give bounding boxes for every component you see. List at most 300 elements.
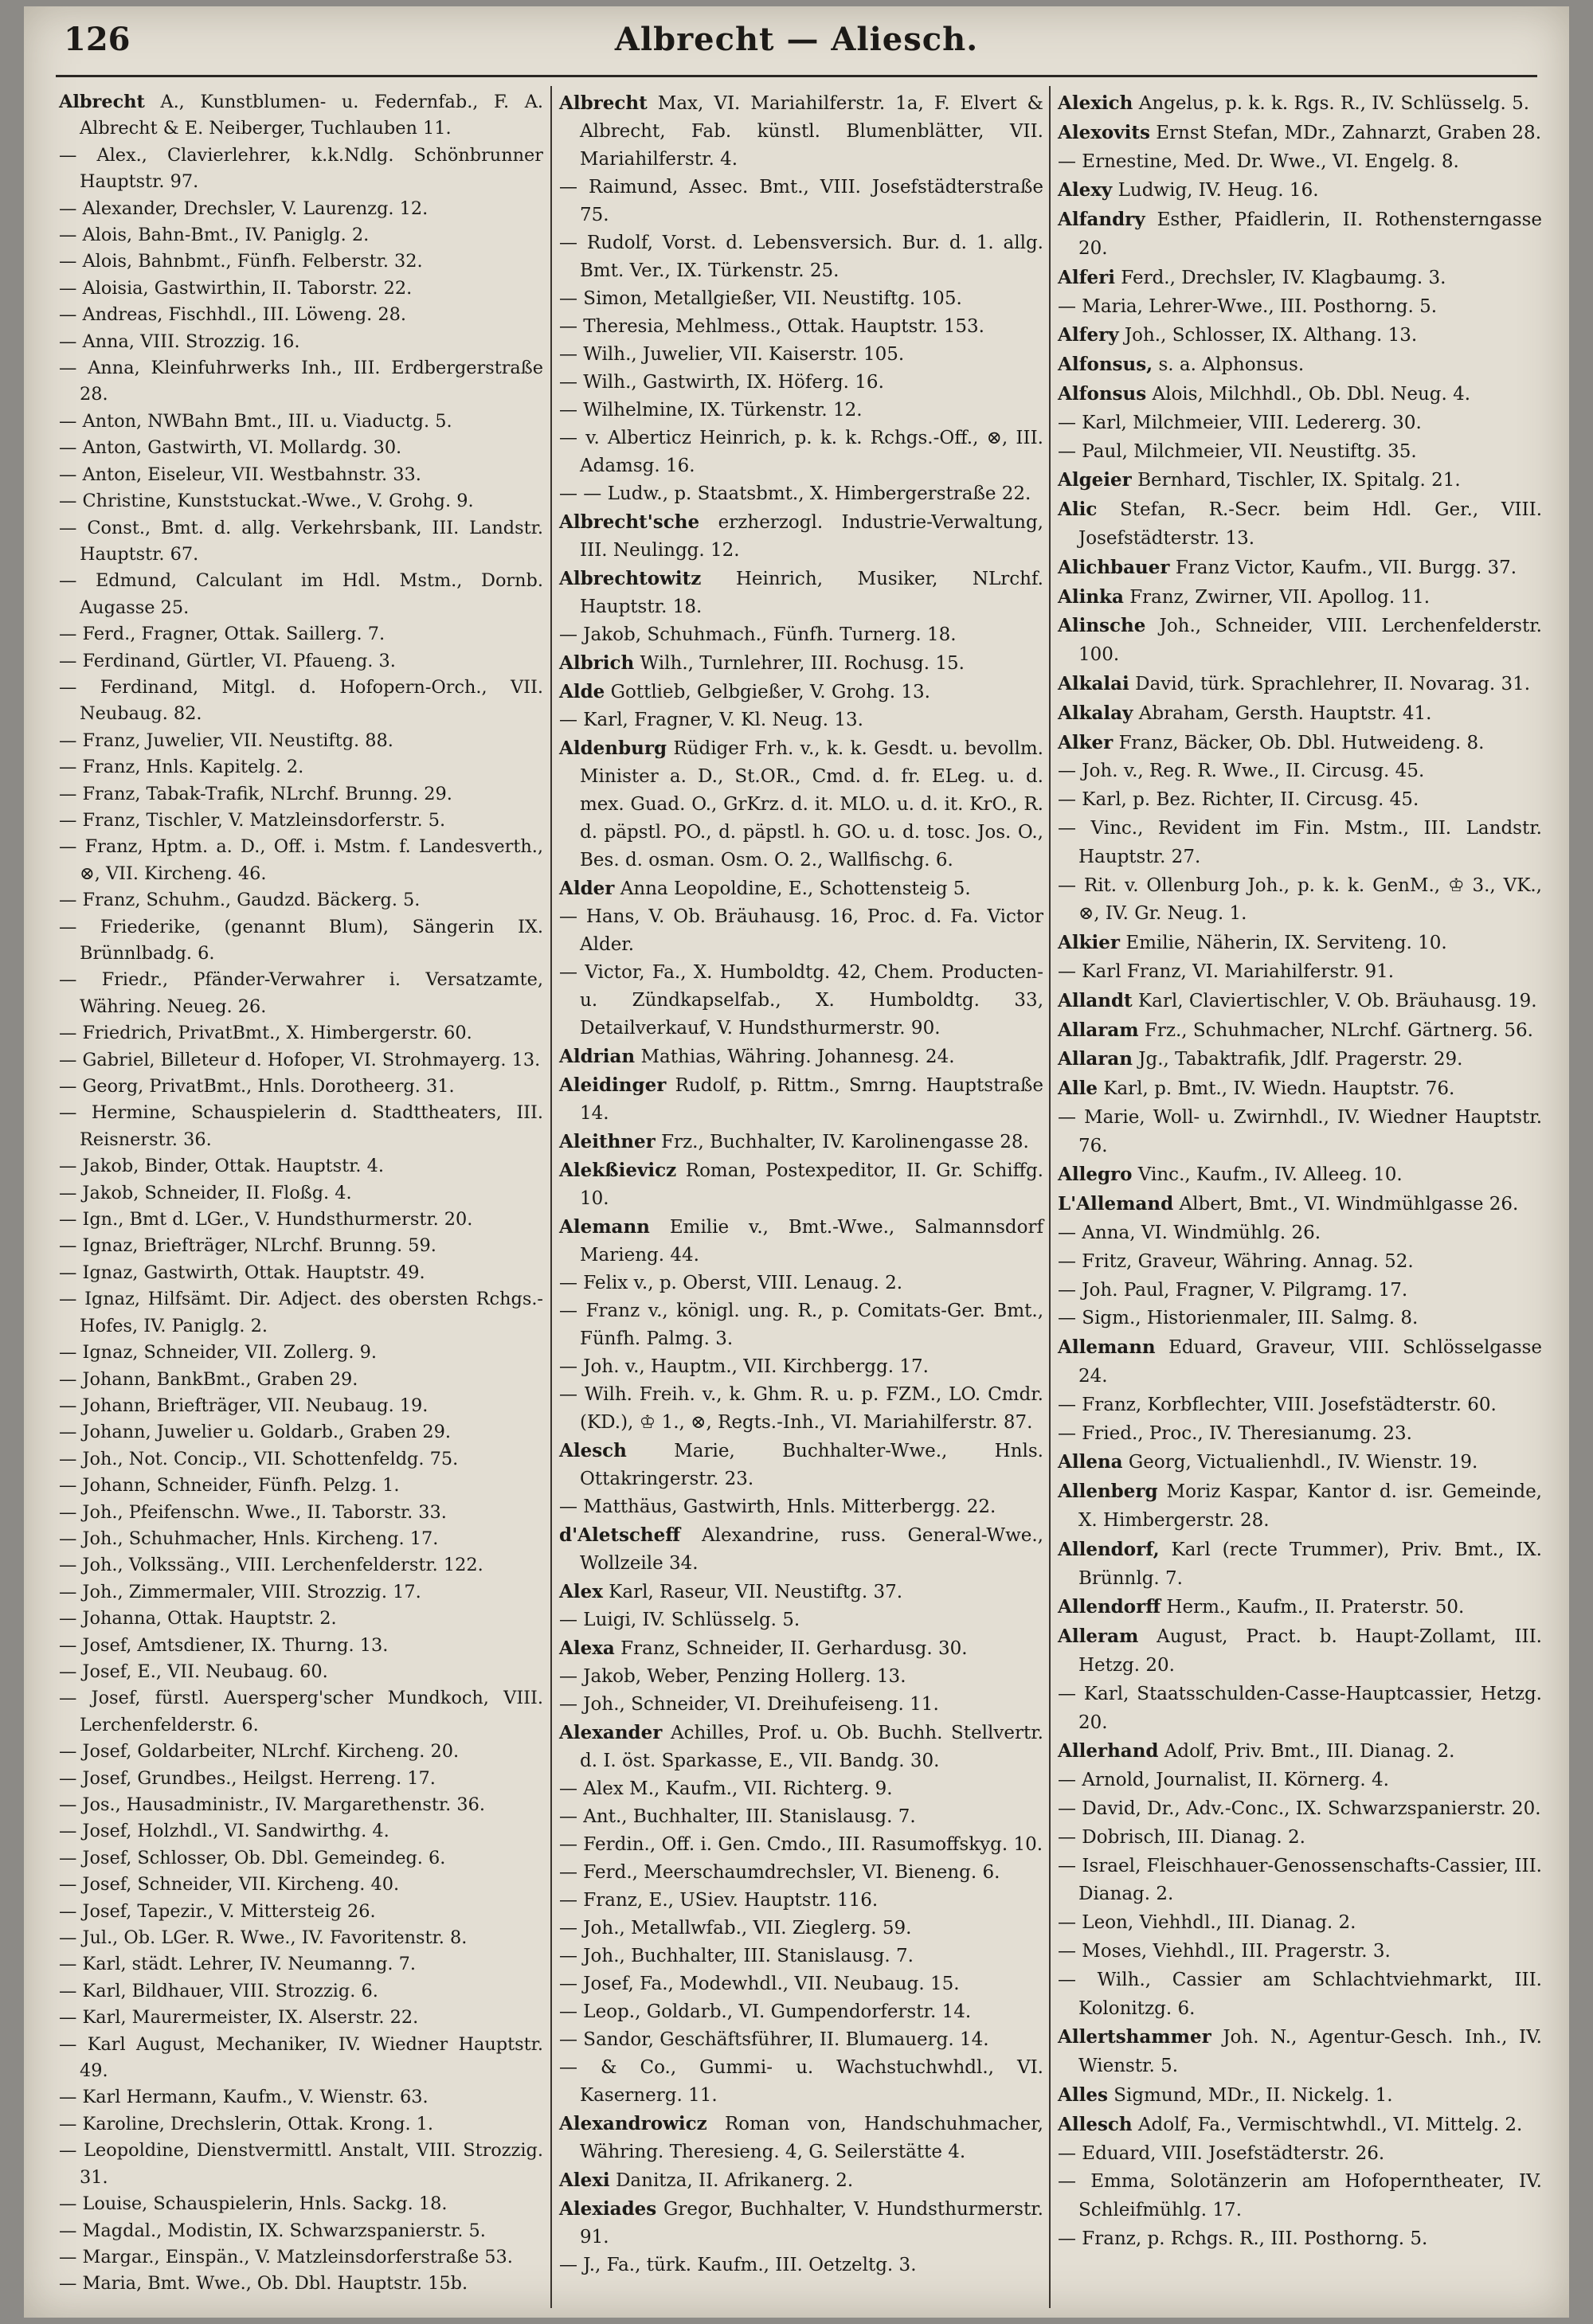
entry-surname: Alfonsus,: [1058, 354, 1153, 376]
entry-details: — Rit. v. Ollenburg Joh., p. k. k. GenM., ♔ 3., VK., ⊗, IV. Gr. Neug. 1.: [1058, 874, 1542, 925]
directory-entry: [59, 89, 543, 143]
directory-entry: [1058, 321, 1542, 350]
entry-details: — Friederike, (genannt Blum), Sängerin IX. Brünnlbadg. 6.: [59, 916, 543, 964]
directory-entry: [59, 1526, 543, 1552]
entry-details: A., Kunstblumen- u. Federnfab., F. A. Albrecht & E. Neiberger, Tuchlauben 11.: [80, 92, 543, 139]
entry-details: — Ignaz, Hilfsämt. Dir. Adject. des obersten Rchgs.-Hofes, IV. Paniglg. 2.: [59, 1289, 543, 1336]
directory-entry: [1058, 1448, 1542, 1477]
entry-details: — J., Fa., türk. Kaufm., III. Oetzeltg. 3.: [559, 2255, 917, 2275]
directory-entry: [59, 1153, 543, 1180]
page-number: 126: [64, 21, 131, 58]
directory-entry: [59, 1340, 543, 1366]
directory-entry: [1058, 1680, 1542, 1738]
directory-entry: [559, 2054, 1043, 2110]
entry-details: — Joh., Zimmermaler, VIII. Strozzig. 17.: [59, 1581, 421, 1602]
directory-entry: [59, 1180, 543, 1207]
entry-details: — Vinc., Revident im Fin. Mstm., III. Landstr. Hauptstr. 27.: [1058, 817, 1542, 867]
entry-details: — Jakob, Binder, Ottak. Hauptstr. 4.: [59, 1156, 385, 1177]
directory-entry: [1058, 757, 1542, 786]
directory-entry: [59, 1872, 543, 1898]
page-header: [64, 18, 1529, 65]
entry-surname: Alexy: [1058, 179, 1113, 201]
directory-entry: [1058, 2225, 1542, 2254]
directory-entry: [559, 1970, 1043, 1998]
entry-details: — Jos., Hausadministr., IV. Margarethenstr. 36.: [59, 1794, 485, 1815]
entry-details: — Sandor, Geschäftsführer, II. Blumauerg. 14.: [559, 2029, 989, 2050]
entry-surname: Alleram: [1058, 1626, 1139, 1648]
entry-details: — Marie, Woll- u. Zwirnhdl., IV. Wiedner Hauptstr. 76.: [1058, 1106, 1542, 1156]
directory-entry: [59, 1818, 543, 1845]
directory-entry: [559, 734, 1043, 874]
entry-details: — Fried., Proc., IV. Theresianumg. 23.: [1058, 1422, 1412, 1444]
directory-entry: [59, 1074, 543, 1100]
directory-entry: [59, 914, 543, 968]
entry-details: — Karl Franz, VI. Mariahilferstr. 91.: [1058, 961, 1395, 982]
directory-entry: [559, 1270, 1043, 1297]
entry-details: — Josef, Tapezir., V. Mittersteig 26.: [59, 1900, 376, 1922]
entry-details: — Anna, VI. Windmühlg. 26.: [1058, 1223, 1321, 1244]
entry-details: — Ant., Buchhalter, III. Stanislausg. 7.: [559, 1806, 916, 1827]
directory-entry: [559, 1213, 1043, 1270]
directory-entry: [59, 1100, 543, 1153]
directory-entry: [559, 1803, 1043, 1831]
entry-surname: Alexovits: [1058, 121, 1150, 143]
directory-entry: [59, 329, 543, 355]
directory-entry: [1058, 1104, 1542, 1161]
entry-details: — Josef, Schlosser, Ob. Dbl. Gemeindeg. 6.: [59, 1847, 446, 1868]
directory-entry: [1058, 176, 1542, 205]
directory-entry: [1058, 1190, 1542, 1219]
directory-entry: [59, 648, 543, 675]
directory-entry: [559, 1071, 1043, 1128]
directory-entry: [1058, 1391, 1542, 1420]
entry-details: — Josef, Fa., Modewhdl., VII. Neubaug. 15.: [559, 1974, 960, 1994]
entry-details: — Joh., Pfeifenschn. Wwe., II. Taborstr. 33.: [59, 1501, 447, 1523]
directory-entry: [1058, 1966, 1542, 2024]
entry-surname: Albrecht: [59, 92, 145, 112]
entry-details: — Ign., Bmt d. LGer., V. Hundsthurmerstr. 20.: [59, 1209, 473, 1230]
directory-entry: [1058, 929, 1542, 958]
directory-entry: [59, 1659, 543, 1685]
directory-entry: [1058, 1477, 1542, 1536]
entry-details: — David, Dr., Adv.-Conc., IX. Schwarzspanierstr. 20.: [1058, 1798, 1541, 1820]
entry-details: August, Pract. b. Haupt-Zollamt, III. Hetzg. 20.: [1078, 1626, 1542, 1676]
directory-entry: [1058, 1824, 1542, 1853]
entry-details: — Franz, Korbflechter, VIII. Josefstädterstr. 60.: [1058, 1394, 1497, 1415]
directory-entry: [1058, 786, 1542, 815]
directory-entry: [559, 285, 1043, 313]
entry-details: Bernhard, Tischler, IX. Spitalg. 21.: [1131, 470, 1461, 491]
directory-entry: [559, 313, 1043, 341]
directory-entry: [1058, 205, 1542, 264]
entry-details: — Gabriel, Billeteur d. Hofoper, VI. Strohmayerg. 13.: [59, 1049, 541, 1070]
entry-details: — Friedr., Pfänder-Verwahrer i. Versatzamte, Währing. Neueg. 26.: [59, 969, 543, 1017]
entry-details: Sigmund, MDr., II. Nickelg. 1.: [1107, 2084, 1393, 2106]
directory-entry: [1058, 612, 1542, 670]
entry-details: Rudolf, p. Rittm., Smrng. Hauptstraße 14.: [580, 1075, 1043, 1124]
entry-surname: Algeier: [1058, 469, 1132, 491]
entry-surname: Alkalai: [1058, 672, 1129, 694]
entry-details: Adolf, Priv. Bmt., III. Dianag. 2.: [1158, 1741, 1455, 1763]
entry-details: — Josef, Goldarbeiter, NLrchf. Kircheng. 20.: [59, 1741, 460, 1763]
directory-entry: [559, 480, 1043, 508]
entry-surname: Alexander: [559, 1722, 663, 1743]
entry-details: Gottlieb, Gelbgießer, V. Grohg. 13.: [605, 682, 930, 702]
directory-entry: [1058, 1277, 1542, 1305]
directory-entry: [1058, 699, 1542, 729]
entry-surname: L'Allemand: [1058, 1193, 1174, 1215]
entry-details: — Franz, Hnls. Kapitelg. 2.: [59, 757, 304, 778]
entry-details: — Maria, Lehrer-Wwe., III. Posthorng. 5.: [1058, 295, 1438, 317]
directory-entry: [59, 621, 543, 648]
directory-entry: [1058, 1766, 1542, 1795]
directory-entry: [59, 462, 543, 488]
entry-details: — Eduard, VIII. Josefstädterstr. 26.: [1058, 2142, 1385, 2164]
entry-details: — Josef, fürstl. Auersperg'scher Mundkoch, VIII. Lerchenfelderstr. 6.: [59, 1688, 543, 1735]
entry-surname: Allendorff: [1058, 1596, 1161, 1618]
entry-details: — Franz, Schuhm., Gaudzd. Bäckerg. 5.: [59, 890, 421, 911]
entry-details: — Anna, Kleinfuhrwerks Inh., III. Erdbergerstraße 28.: [59, 358, 543, 405]
entry-details: — Christine, Kunststuckat.-Wwe., V. Grohg. 9.: [59, 491, 474, 512]
directory-entry: [59, 834, 543, 887]
entry-details: — Joh., Buchhalter, III. Stanislausg. 7.: [559, 1946, 914, 1966]
entry-details: Karl, Raseur, VII. Neustiftg. 37.: [602, 1582, 903, 1602]
entry-details: — Hermine, Schauspielerin d. Stadttheaters, III. Reisnerstr. 36.: [59, 1102, 543, 1150]
directory-entry: [559, 1859, 1043, 1887]
directory-entry: [559, 1493, 1043, 1521]
entry-details: — Johanna, Ottak. Hauptstr. 2.: [59, 1608, 337, 1630]
entry-details: — Joh., Schuhmacher, Hnls. Kircheng. 17.: [59, 1528, 439, 1549]
directory-entry: [1058, 1909, 1542, 1938]
directory-entry: [59, 808, 543, 834]
entry-details: — Fritz, Graveur, Währing. Annag. 52.: [1058, 1250, 1414, 1272]
entry-details: Joh. N., Agentur-Gesch. Inh., IV. Wienstr. 5.: [1078, 2027, 1542, 2077]
header-rule: [56, 75, 1537, 77]
directory-entry: [59, 1260, 543, 1286]
directory-entry: [559, 874, 1043, 903]
directory-entry: [559, 1663, 1043, 1691]
entry-details: — Paul, Milchmeier, VII. Neustiftg. 35.: [1058, 440, 1417, 462]
directory-entry: [559, 2166, 1043, 2195]
entry-details: — Jul., Ob. LGer. R. Wwe., IV. Favoritenstr. 8.: [59, 1927, 468, 1949]
directory-entry: [59, 1473, 543, 1499]
directory-entry: [1058, 1016, 1542, 1046]
entry-surname: Alichbauer: [1058, 556, 1170, 578]
entry-surname: Allaram: [1058, 1019, 1139, 1041]
entry-details: — Franz, Tabak-Trafik, NLrchf. Brunng. 29.: [59, 783, 452, 804]
directory-entry: [559, 1915, 1043, 1943]
directory-entry: [1058, 466, 1542, 495]
directory-page: [24, 6, 1569, 2318]
entry-surname: Allendorf,: [1058, 1538, 1160, 1560]
entry-details: — Jakob, Weber, Penzing Hollerg. 13.: [559, 1666, 906, 1687]
entry-details: — Magdal., Modistin, IX. Schwarzspanierstr. 5.: [59, 2220, 486, 2241]
entry-details: — Leon, Viehhdl., III. Dianag. 2.: [1058, 1912, 1356, 1934]
column-right: [1058, 89, 1542, 2254]
directory-entry: [59, 488, 543, 514]
entry-details: — Franz, Hptm. a. D., Off. i. Mstm. f. Landesverth., ⊗, VII. Kircheng. 46.: [59, 836, 543, 884]
directory-entry: [559, 1606, 1043, 1634]
entry-details: — Karl Hermann, Kaufm., V. Wienstr. 63.: [59, 2087, 429, 2108]
directory-entry: [1058, 409, 1542, 438]
entry-details: — Johann, Schneider, Fünfh. Pelzg. 1.: [59, 1475, 400, 1497]
directory-entry: [59, 781, 543, 808]
entry-details: — Alex M., Kaufm., VII. Richterg. 9.: [559, 1778, 893, 1799]
entry-surname: Aldenburg: [559, 737, 667, 759]
entry-surname: Aleidinger: [559, 1074, 667, 1096]
directory-entry: [59, 1739, 543, 1765]
entry-surname: Alexich: [1058, 92, 1133, 114]
entry-details: — Wilh. Freih. v., k. Ghm. R. u. p. FZM., LO. Cmdr. (KD.), ♔ 1., ⊗, Regts.-Inh., VI. Mariahilferstr. 87.: [559, 1384, 1043, 1433]
entry-details: — Joh., Volkssäng., VIII. Lerchenfelderstr. 122.: [59, 1555, 483, 1576]
directory-entry: [559, 1691, 1043, 1719]
entry-details: Roman, Postexpeditor, II. Gr. Schiffg. 10.: [580, 1160, 1043, 1209]
entry-surname: Alesch: [559, 1440, 627, 1461]
directory-entry: [59, 276, 543, 302]
entry-details: — v. Alberticz Heinrich, p. k. k. Rchgs.-Off., ⊗, III. Adamsg. 16.: [559, 428, 1043, 476]
entry-details: — — Ludw., p. Staatsbmt., X. Himbergerstraße 22.: [559, 483, 1031, 504]
directory-entry: [1058, 2023, 1542, 2081]
directory-entry: [1058, 2081, 1542, 2111]
directory-entry: [59, 196, 543, 222]
directory-entry: [559, 1353, 1043, 1381]
entry-details: — Arnold, Journalist, II. Körnerg. 4.: [1058, 1770, 1389, 1791]
entry-surname: Alde: [559, 681, 605, 702]
entry-details: Emilie v., Bmt.-Wwe., Salmannsdorf Marieng. 44.: [580, 1217, 1043, 1266]
entry-details: — Franz v., königl. ung. R., p. Comitats-Ger. Bmt., Fünfh. Palmg. 3.: [559, 1301, 1043, 1349]
entry-details: Marie, Buchhalter-Wwe., Hnls. Ottakringerstr. 23.: [580, 1441, 1043, 1489]
directory-entry: [559, 1887, 1043, 1915]
entry-details: — Georg, PrivatBmt., Hnls. Dorotheerg. 31.: [59, 1076, 455, 1097]
directory-entry: [59, 1579, 543, 1606]
entry-details: — Joh. v., Reg. R. Wwe., II. Circusg. 45.: [1058, 761, 1425, 782]
directory-entry: [59, 2191, 543, 2217]
entry-details: — Louise, Schauspielerin, Hnls. Sackg. 18.: [59, 2193, 448, 2215]
directory-entry: [1058, 1536, 1542, 1594]
directory-entry: [559, 1128, 1043, 1156]
directory-entry: [59, 1393, 543, 1419]
directory-entry: [559, 2252, 1043, 2279]
entry-details: — Anton, NWBahn Bmt., III. u. Viaductg. 5.: [59, 410, 452, 432]
entry-surname: Allenberg: [1058, 1481, 1158, 1503]
entry-details: — Aloisia, Gastwirthin, II. Taborstr. 22.: [59, 277, 413, 299]
entry-surname: Alkier: [1058, 932, 1121, 954]
entry-details: — Ferdin., Off. i. Gen. Cmdo., III. Rasumoffskyg. 10.: [559, 1834, 1043, 1855]
entry-details: Adolf, Fa., Vermischtwhdl., VI. Mittelg. 2.: [1132, 2114, 1523, 2135]
directory-entry: [559, 1437, 1043, 1493]
entry-surname: Allandt: [1058, 989, 1133, 1011]
directory-entry: [1058, 1160, 1542, 1190]
entry-details: — Jakob, Schuhmach., Fünfh. Turnerg. 18.: [559, 624, 957, 645]
directory-entry: [59, 1286, 543, 1340]
entry-details: — Joh. Paul, Fragner, V. Pilgramg. 17.: [1058, 1279, 1408, 1301]
directory-entry: [1058, 2111, 1542, 2140]
directory-entry: [59, 1766, 543, 1792]
directory-entry: [59, 143, 543, 196]
directory-entry: [59, 1845, 543, 1872]
directory-entry: [59, 2032, 543, 2085]
directory-entry: [59, 2271, 543, 2297]
directory-entry: [559, 397, 1043, 425]
entry-details: Jg., Tabaktrafik, Jdlf. Pragerstr. 29.: [1132, 1049, 1463, 1070]
entry-details: — Anton, Eiseleur, VII. Westbahnstr. 33.: [59, 464, 421, 485]
entry-details: — Victor, Fa., X. Humboldtg. 42, Chem. Producten- u. Zündkapselfab., X. Humboldtg. 33, Detailverkauf, V. Hundsthurmerstr. 90.: [559, 962, 1043, 1039]
entry-details: — Edmund, Calculant im Hdl. Mstm., Dornb. Augasse 25.: [59, 570, 543, 618]
entry-details: — Simon, Metallgießer, VII. Neustiftg. 105.: [559, 288, 962, 309]
entry-surname: Alic: [1058, 499, 1098, 521]
running-title: Albrecht — Aliesch.: [614, 21, 979, 58]
entry-details: Vinc., Kaufm., IV. Alleeg. 10.: [1132, 1164, 1403, 1186]
directory-entry: [559, 2110, 1043, 2166]
directory-entry: [1058, 119, 1542, 148]
entry-surname: Alex: [559, 1581, 603, 1602]
directory-entry: [559, 649, 1043, 678]
entry-surname: Alker: [1058, 731, 1114, 753]
directory-entry: [1058, 1938, 1542, 1966]
directory-entry: [1058, 2168, 1542, 2225]
directory-entry: [1058, 148, 1542, 177]
entry-details: — Hans, V. Ob. Bräuhausg. 16, Proc. d. Fa. Victor Alder.: [559, 906, 1043, 955]
directory-entry: [559, 425, 1043, 480]
directory-entry: [1058, 1248, 1542, 1277]
entry-details: — Josef, Schneider, VII. Kircheng. 40.: [59, 1874, 400, 1896]
entry-details: — Wilh., Gastwirth, IX. Höferg. 16.: [559, 372, 884, 393]
directory-entry: [59, 2084, 543, 2111]
entry-details: Achilles, Prof. u. Ob. Buchh. Stellvertr. d. I. öst. Sparkasse, E., VII. Bandg. 30.: [580, 1723, 1043, 1771]
entry-details: — Alois, Bahn-Bmt., IV. Paniglg. 2.: [59, 225, 370, 246]
entry-details: Esther, Pfaidlerin, II. Rothensterngasse 20.: [1078, 209, 1542, 259]
directory-entry: [1058, 1045, 1542, 1074]
entry-details: — Israel, Fleischhauer-Genossenschafts-Cassier, III. Dianag. 2.: [1058, 1855, 1542, 1905]
entry-details: Alois, Milchhdl., Ob. Dbl. Neug. 4.: [1146, 383, 1471, 405]
entry-details: Georg, Victualienhdl., IV. Wienstr. 19.: [1122, 1452, 1478, 1473]
entry-surname: d'Aletscheff: [559, 1524, 681, 1546]
directory-entry: [1058, 987, 1542, 1016]
directory-entry: [1058, 2140, 1542, 2169]
entry-details: Alexandrine, russ. General-Wwe., Wollzeile 34.: [580, 1525, 1043, 1574]
directory-entry: [59, 2138, 543, 2191]
directory-entry: [1058, 1737, 1542, 1766]
directory-entry: [559, 1156, 1043, 1213]
directory-entry: [1058, 350, 1542, 380]
entry-details: Stefan, R.-Secr. beim Hdl. Ger., VIII. Josefstädterstr. 13.: [1078, 499, 1542, 549]
entry-details: Karl, p. Bmt., IV. Wiedn. Hauptstr. 76.: [1097, 1078, 1455, 1100]
directory-entry: [1058, 1219, 1542, 1248]
directory-entry: [59, 2244, 543, 2271]
entry-surname: Allertshammer: [1058, 2026, 1211, 2048]
directory-entry: [59, 754, 543, 781]
entry-details: Karl (recte Trummer), Priv. Bmt., IX. Brünnlg. 7.: [1078, 1539, 1542, 1589]
directory-entry: [559, 174, 1043, 229]
entry-details: — Karl, Maurermeister, IX. Alserstr. 22.: [59, 2007, 419, 2029]
entry-details: Moriz Kaspar, Kantor d. isr. Gemeinde, X. Himbergerstr. 28.: [1078, 1481, 1542, 1532]
directory-entry: [1058, 554, 1542, 583]
directory-entry: [59, 967, 543, 1020]
entry-details: — Leop., Goldarb., VI. Gumpendorferstr. 14.: [559, 2001, 972, 2022]
directory-entry: [59, 222, 543, 248]
directory-entry: [59, 515, 543, 569]
entry-details: Angelus, p. k. k. Rgs. R., IV. Schlüsselg. 5.: [1133, 93, 1530, 114]
entry-details: Abraham, Gersth. Hauptstr. 41.: [1133, 702, 1432, 724]
directory-entry: [59, 1899, 543, 1925]
entry-details: — Franz, E., USiev. Hauptstr. 116.: [559, 1890, 879, 1911]
entry-surname: Alder: [559, 878, 615, 899]
entry-details: s. a. Alphonsus.: [1153, 354, 1305, 376]
entry-details: — Const., Bmt. d. allg. Verkehrsbank, III. Landstr. Hauptstr. 67.: [59, 517, 543, 565]
entry-details: — Josef, Amtsdiener, IX. Thurng. 13.: [59, 1634, 389, 1656]
entry-details: Roman von, Handschuhmacher, Währing. Theresieng. 4, G. Seilerstätte 4.: [580, 2114, 1043, 2162]
directory-entry: [59, 728, 543, 754]
entry-details: — Karl, p. Bez. Richter, II. Circusg. 45.: [1058, 789, 1419, 811]
directory-entry: [59, 2005, 543, 2031]
entry-details: — Felix v., p. Oberst, VIII. Lenaug. 2.: [559, 1273, 903, 1293]
entry-details: — Sigm., Historienmaler, III. Salmg. 8.: [1058, 1308, 1419, 1329]
entry-details: Rüdiger Frh. v., k. k. Gesdt. u. bevollm. Minister a. D., St.OR., Cmd. d. fr. ELeg. u. d. mex. Guad. O., GrKrz. d. it. MLO. u. d. it. KrO., R. d. päpstl. PO., d. päpstl. h. GO. u. d. tosc. Jos. O., Bes. d. osman. Osm. O. 2., Wallfischg. 6.: [580, 738, 1043, 871]
directory-entry: [59, 675, 543, 728]
directory-entry: [59, 1419, 543, 1446]
directory-entry: [559, 1831, 1043, 1859]
directory-entry: [59, 2218, 543, 2244]
entry-details: — Karl, Staatsschulden-Casse-Hauptcassier, Hetzg. 20.: [1058, 1683, 1542, 1733]
entry-details: — Margar., Einspän., V. Matzleinsdorferstraße 53.: [59, 2246, 513, 2267]
entry-surname: Allesch: [1058, 2113, 1133, 2135]
entry-details: — Karl, Bildhauer, VIII. Strozzig. 6.: [59, 1980, 378, 2001]
entry-details: — & Co., Gummi- u. Wachstuchwhdl., VI. Kasernerg. 11.: [559, 2057, 1043, 2106]
directory-entry: [559, 1043, 1043, 1071]
directory-entry: [1058, 583, 1542, 612]
column-left: [59, 89, 543, 2298]
entry-details: — Ignaz, Briefträger, NLrchf. Brunng. 59.: [59, 1235, 436, 1257]
entry-surname: Allena: [1058, 1451, 1123, 1473]
entry-surname: Aleithner: [559, 1131, 656, 1152]
entry-surname: Alferi: [1058, 266, 1115, 288]
directory-entry: [59, 1367, 543, 1393]
directory-entry: [1058, 958, 1542, 987]
entry-details: Albert, Bmt., VI. Windmühlgasse 26.: [1173, 1194, 1519, 1215]
directory-entry: [559, 1998, 1043, 2026]
directory-entry: [559, 2195, 1043, 2252]
directory-entry: [59, 1500, 543, 1526]
entry-details: — Joh., Not. Concip., VII. Schottenfeldg. 75.: [59, 1448, 459, 1469]
entry-details: — Johann, Juwelier u. Goldarb., Graben 29.: [59, 1422, 451, 1443]
entry-details: — Dobrisch, III. Dianag. 2.: [1058, 1826, 1305, 1848]
entry-details: — Karl, Milchmeier, VIII. Ledererg. 30.: [1058, 412, 1422, 433]
directory-entry: [59, 1047, 543, 1074]
entry-details: — Johann, BankBmt., Graben 29.: [59, 1368, 358, 1390]
directory-entry: [59, 887, 543, 914]
entry-surname: Alexi: [559, 2169, 610, 2191]
column-divider: [550, 86, 552, 2308]
entry-details: — Joh., Metallwfab., VII. Zieglerg. 59.: [559, 1918, 912, 1939]
entry-details: Anna Leopoldine, E., Schottensteig 5.: [614, 878, 971, 899]
directory-entry: [559, 369, 1043, 397]
entry-details: — Maria, Bmt. Wwe., Ob. Dbl. Hauptstr. 15b.: [59, 2273, 468, 2295]
entry-surname: Alexiades: [559, 2198, 657, 2220]
column-divider: [1049, 86, 1051, 2308]
entry-surname: Albrecht'sche: [559, 511, 700, 533]
directory-entry: [1058, 438, 1542, 467]
directory-entry: [59, 1207, 543, 1233]
directory-entry: [59, 1633, 543, 1659]
directory-entry: [1058, 670, 1542, 699]
directory-entry: [559, 959, 1043, 1043]
entry-details: — Josef, E., VII. Neubaug. 60.: [59, 1661, 328, 1682]
entry-details: Herm., Kaufm., II. Praterstr. 50.: [1161, 1597, 1465, 1618]
directory-entry: [559, 1634, 1043, 1663]
directory-entry: [59, 1685, 543, 1739]
directory-entry: [559, 1943, 1043, 1970]
directory-entry: [1058, 815, 1542, 872]
